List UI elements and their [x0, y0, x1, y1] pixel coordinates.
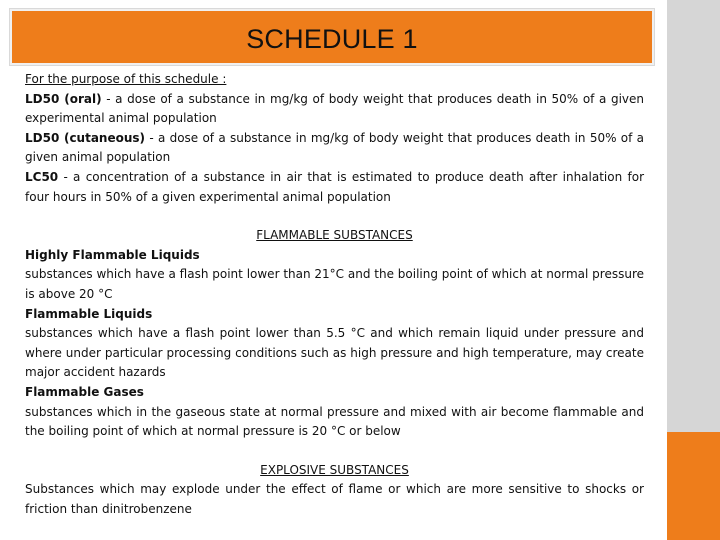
definition-text: - a dose of a substance in mg/kg of body weight that produces death in 50% of a given experimental animal population — [25, 91, 644, 126]
flammable-term: Flammable Liquids — [25, 306, 153, 321]
definition-ld50-oral — [25, 90, 644, 129]
definition-text: - a concentration of a substance in air that is estimated to produce death after inhalation for four hours in 50% of a given experimental animal population — [25, 169, 644, 204]
flammable-term: Highly Flammable Liquids — [25, 247, 200, 262]
definition-term: LC50 — [25, 169, 59, 184]
definition-term: LD50 (oral) — [25, 91, 102, 106]
flammable-description: substances which have a flash point lower than 21°C and the boiling point of which at normal pressure is above 20 °C — [25, 267, 644, 301]
definition-text: - a dose of a substance in mg/kg of body weight that produces death in 50% of a given animal population — [25, 130, 644, 165]
flammable-description: substances which have a flash point lower than 5.5 °C and which remain liquid under pressure and where under particular processing conditions such as high pressure and high temperature, may create major accident hazards — [25, 326, 644, 380]
explosive-heading: EXPLOSIVE SUBSTANCES — [260, 462, 409, 477]
definition-term: LD50 (cutaneous) — [25, 130, 146, 145]
title-banner — [10, 9, 654, 65]
side-accent-block — [667, 432, 720, 540]
intro-text: For the purpose of this schedule : — [25, 72, 227, 86]
explosive-description: Substances which may explode under the effect of flame or which are more sensitive to shocks or friction than dinitrobenzene — [25, 482, 644, 516]
flammable-term: Flammable Gases — [25, 384, 144, 399]
definition-ld50-cutaneous — [25, 129, 644, 168]
flammable-heading: FLAMMABLE SUBSTANCES — [256, 228, 413, 243]
definition-lc50 — [25, 168, 644, 207]
flammable-description: substances which in the gaseous state at normal pressure and mixed with air become flammable and the boiling point of which at normal pressure is 20 °C or below — [25, 404, 644, 439]
slide-title: SCHEDULE 1 — [246, 24, 418, 54]
slide-body — [25, 70, 644, 519]
